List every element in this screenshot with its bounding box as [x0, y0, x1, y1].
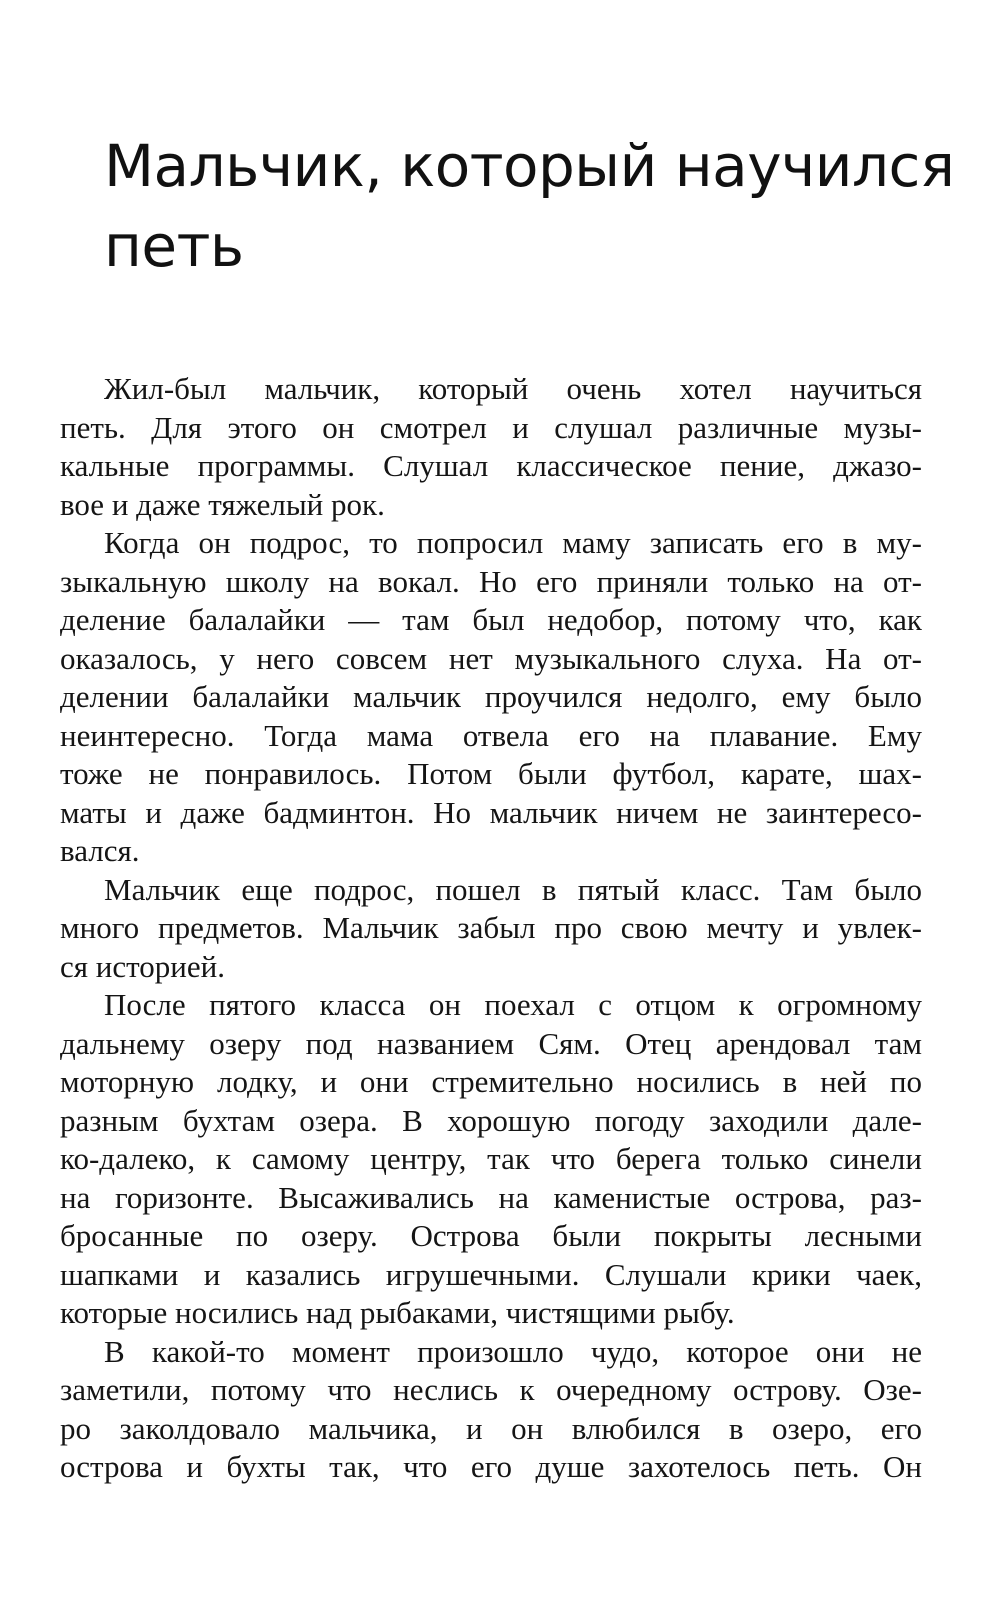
text-line: В какой-то момент произошло чудо, которое они не [104, 1333, 922, 1369]
chapter-title-line: петь [104, 212, 244, 280]
text-line: делении балалайки мальчик проучился недолго, ему было [60, 679, 922, 714]
chapter-title-line: Мальчик, который научился [104, 132, 955, 200]
text-line: бросанные по озеру. Острова были покрыты лесными [60, 1218, 922, 1253]
text-line: дальнему озеру под названием Сям. Отец арендовал там [60, 1025, 922, 1061]
text-line: оказалось, у него совсем нет музыкального слуха. На от- [60, 640, 922, 676]
paragraph [60, 524, 922, 871]
text-line: деление балалайки — там был недобор, потому что, как [60, 602, 922, 637]
chapter-title [104, 126, 955, 286]
text-line: маты и даже бадминтон. Но мальчик ничем не заинтересо- [60, 794, 922, 830]
text-line: петь. Для этого он смотрел и слушал различные музы- [60, 409, 922, 445]
text-line: зыкальную школу на вокал. Но его приняли только на от- [60, 563, 922, 599]
paragraph [60, 986, 922, 1333]
text-line: разным бухтам озера. В хорошую погоду заходили дале- [60, 1102, 922, 1138]
text-line: Когда он подрос, то попросил маму записать его в му- [104, 525, 922, 560]
text-line: неинтересно. Тогда мама отвела его на плавание. Ему [60, 717, 922, 753]
text-line: на горизонте. Высаживались на каменистые острова, раз- [60, 1179, 922, 1215]
text-line: шапками и казались игрушечными. Слушали крики чаек, [60, 1256, 922, 1292]
text-line: тоже не понравилось. Потом были футбол, карате, шах- [60, 756, 922, 791]
text-line: много предметов. Мальчик забыл про свою мечту и увлек- [60, 910, 922, 945]
text-line: ро заколдовало мальчика, и он влюбился в озеро, его [60, 1410, 922, 1446]
text-line: которые носились над рыбаками, чистящими рыбу. [60, 1295, 735, 1330]
text-line: острова и бухты так, что его душе захотелось петь. Он [60, 1449, 922, 1484]
text-line: заметили, потому что неслись к очередному острову. Озе- [60, 1372, 922, 1407]
paragraph [60, 871, 922, 987]
text-line: ко-далеко, к самому центру, так что берега только синели [60, 1141, 922, 1176]
text-line: моторную лодку, и они стремительно носились в ней по [60, 1064, 922, 1099]
text-line: Мальчик еще подрос, пошел в пятый класс. Там было [104, 871, 922, 907]
paragraph [60, 1333, 922, 1487]
text-line: Жил-был мальчик, который очень хотел научиться [104, 371, 922, 406]
text-line: вое и даже тяжелый рок. [60, 486, 385, 522]
text-line: вался. [60, 833, 140, 868]
text-line: ся историей. [60, 948, 225, 984]
paragraph [60, 370, 922, 524]
text-line: кальные программы. Слушал классическое пение, джазо- [60, 448, 922, 483]
body-text [60, 370, 922, 1487]
text-line: После пятого класса он поехал с отцом к огромному [104, 987, 922, 1022]
